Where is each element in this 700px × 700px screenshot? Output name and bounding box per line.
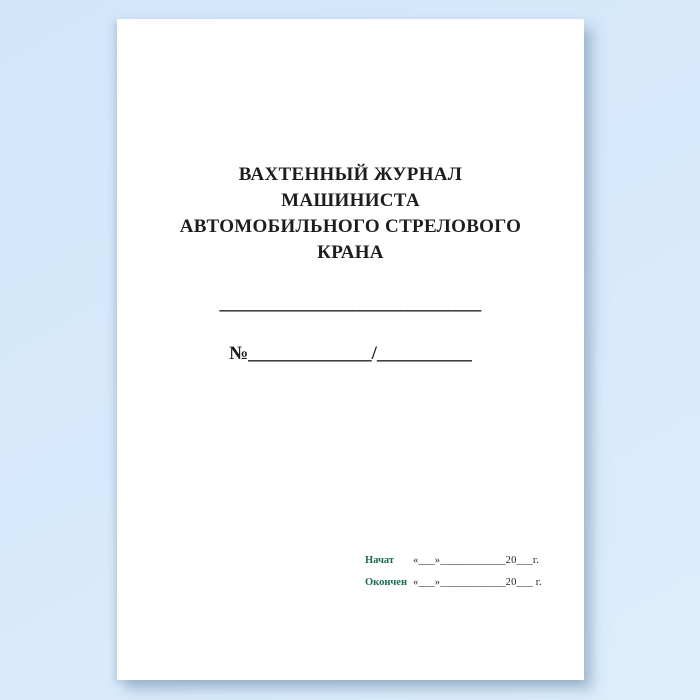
start-date-value: «___»____________20___г.	[413, 555, 540, 566]
end-date-value: «___»____________20___ г.	[413, 577, 542, 588]
cover-title-line-1: ВАХТЕННЫЙ ЖУРНАЛ	[238, 164, 463, 185]
cover-title-line-3: АВТОМОБИЛЬНОГО СТРЕЛОВОГО	[179, 216, 522, 237]
start-date-row	[365, 550, 542, 572]
start-date-label: Начат	[365, 555, 395, 566]
journal-number-line: №_____________/__________	[229, 343, 472, 364]
blank-fill-line: ___________________________	[219, 293, 482, 314]
journal-cover-page	[117, 19, 584, 680]
dates-block	[365, 550, 542, 594]
cover-title-line-4: КРАНА	[317, 242, 384, 263]
end-date-label: Окончен	[365, 577, 408, 588]
cover-title-line-2: МАШИНИСТА	[281, 190, 420, 211]
end-date-row	[365, 572, 542, 594]
cover-title	[117, 162, 584, 266]
